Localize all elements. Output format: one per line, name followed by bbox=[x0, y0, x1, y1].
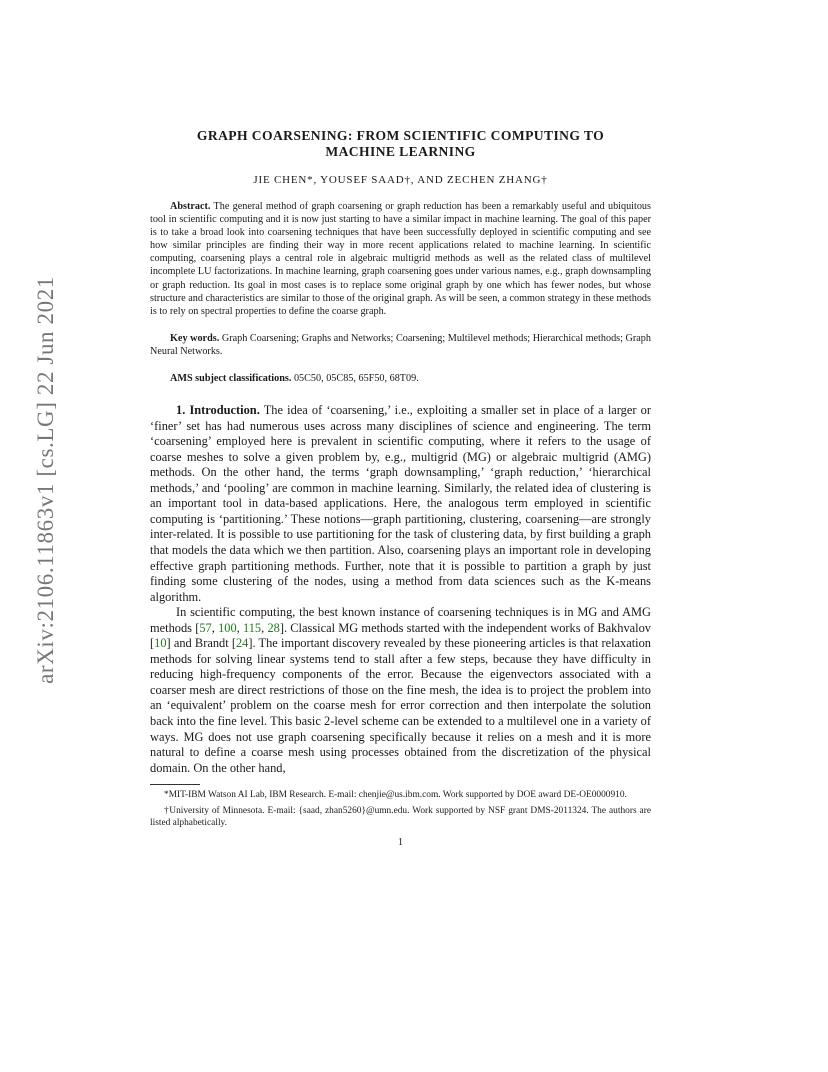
ams-text: 05C50, 05C85, 65F50, 68T09. bbox=[291, 373, 419, 385]
arxiv-stamp-text: arXiv:2106.11863v1 [cs.LG] 22 Jun 2021 bbox=[33, 276, 59, 684]
keywords-label: Key words. bbox=[170, 332, 220, 344]
abstract-text: The general method of graph coarsening or graph reduction has been a remarkably useful and ubiquitous tool in scientific computing and it is now just starting to have a similar impact in machine learning. The goal of this paper is to take a broad look into coarsening techniques that have been successfully deployed in scientific computing and see how similar principles are finding their way in more recent applications related to machine learning. In scientific computing, coarsening plays a central role in algebraic multigrid methods as well as the related class of multilevel incomplete LU factorizations. In machine learning, graph coarsening goes under various names, e.g., graph downsampling or graph reduction. Its goal in most cases is to replace some original graph by one which has fewer nodes, but whose structure and characteristics are similar to those of the original graph. As will be seen, a common strategy in these methods is to rely on spectral properties to define the coarse graph. bbox=[150, 201, 651, 317]
paper-title bbox=[150, 128, 651, 160]
citation-sep: , bbox=[236, 620, 243, 635]
citation-sep: , bbox=[211, 620, 219, 635]
ams-label: AMS subject classifications. bbox=[170, 373, 292, 385]
footnote-rule bbox=[150, 784, 200, 785]
abstract-label: Abstract. bbox=[170, 201, 211, 212]
section-heading: 1. Introduction. bbox=[176, 403, 260, 418]
footnote-2: †University of Minnesota. E-mail: {saad, zhan5260}@umn.edu. Work supported by NSF grant DMS-2011324. The authors are listed alphabetically. bbox=[150, 806, 651, 829]
intro-text-2c: ] and Brandt [ bbox=[166, 636, 236, 651]
intro-text-1: The idea of ‘coarsening,’ i.e., exploiting a smaller set in place of a larger or ‘finer’ set has had numerous uses across many disciplines of science and engineering. The term ‘coarsening’ employed here is prevalent in scientific computing, where it refers to the usage of coarse meshes to solve a given problem by, e.g., multigrid (MG) or algebraic multigrid (AMG) methods. On the other hand, the terms ‘graph downsampling,’ ‘graph reduction,’ ‘hierarchical methods,’ and ‘pooling’ are common in machine learning. Similarly, the related idea of clustering is an important tool in data-based applications. Here, the analogous term employed in scientific computing is ‘partitioning.’ These notions—graph partitioning, clustering, coarsening—are strongly inter-related. It is possible to use partitioning for the task of clustering data, by first building a graph that models the data which we then partition. Also, coarsening plays an important role in developing effective graph partitioning methods. Further, note that it is possible to partition a graph by just finding some clustering of the nodes, using a method from data sciences such as the K-means algorithm. bbox=[150, 403, 651, 604]
keywords-text: Graph Coarsening; Graphs and Networks; Coarsening; Multilevel methods; Hierarchical methods; Graph Neural Networks. bbox=[150, 332, 651, 357]
paper-page bbox=[150, 128, 651, 848]
keywords bbox=[150, 332, 651, 358]
citation-sep: , bbox=[261, 620, 268, 635]
citation-link[interactable]: 115 bbox=[242, 620, 262, 635]
author-list: JIE CHEN*, YOUSEF SAAD†, AND ZECHEN ZHANG† bbox=[253, 174, 548, 186]
citation-link[interactable]: 28 bbox=[267, 620, 280, 635]
footnote-1: *MIT-IBM Watson AI Lab, IBM Research. E-mail: chenjie@us.ibm.com. Work supported by DOE award DE-OE0000910. bbox=[164, 790, 627, 801]
intro-text-2b: ]. Classical MG methods started with the independent works of Bakhvalov [ bbox=[150, 620, 651, 651]
arxiv-stamp bbox=[28, 276, 64, 684]
abstract bbox=[150, 200, 651, 318]
page-number: 1 bbox=[397, 837, 404, 849]
title-line-2: MACHINE LEARNING bbox=[325, 144, 476, 159]
intro-paragraph-2 bbox=[150, 605, 651, 776]
title-line-1: GRAPH COARSENING: FROM SCIENTIFIC COMPUTING TO bbox=[196, 128, 605, 143]
ams-classifications bbox=[150, 372, 651, 385]
citation-link[interactable]: 24 bbox=[235, 636, 249, 651]
citation-link[interactable]: 10 bbox=[154, 636, 167, 651]
intro-text-2d: ]. The important discovery revealed by these pioneering articles is that relaxation methods for solving linear systems tend to stall after a few steps, because they have difficulty in reducing high-frequency components of the error. Because the eigenvectors associated with a coarser mesh are direct restrictions of those on the fine mesh, the idea is to project the problem into an ‘equivalent’ problem on the coarse mesh for error correction and then interpolate the solution back into the fine level. This basic 2-level scheme can be extended to a multilevel one in a variety of ways. MG does not use graph coarsening specifically because it relies on a mesh and it is more natural to define a coarse mesh using processes obtained from the discretization of the physical domain. On the other hand, bbox=[150, 636, 651, 775]
intro-text-2a: In scientific computing, the best known instance of coarsening techniques is in MG and AMG methods [ bbox=[150, 605, 651, 635]
citation-link[interactable]: 57 bbox=[199, 620, 212, 635]
intro-paragraph-1 bbox=[150, 403, 651, 605]
citation-link[interactable]: 100 bbox=[218, 620, 237, 635]
